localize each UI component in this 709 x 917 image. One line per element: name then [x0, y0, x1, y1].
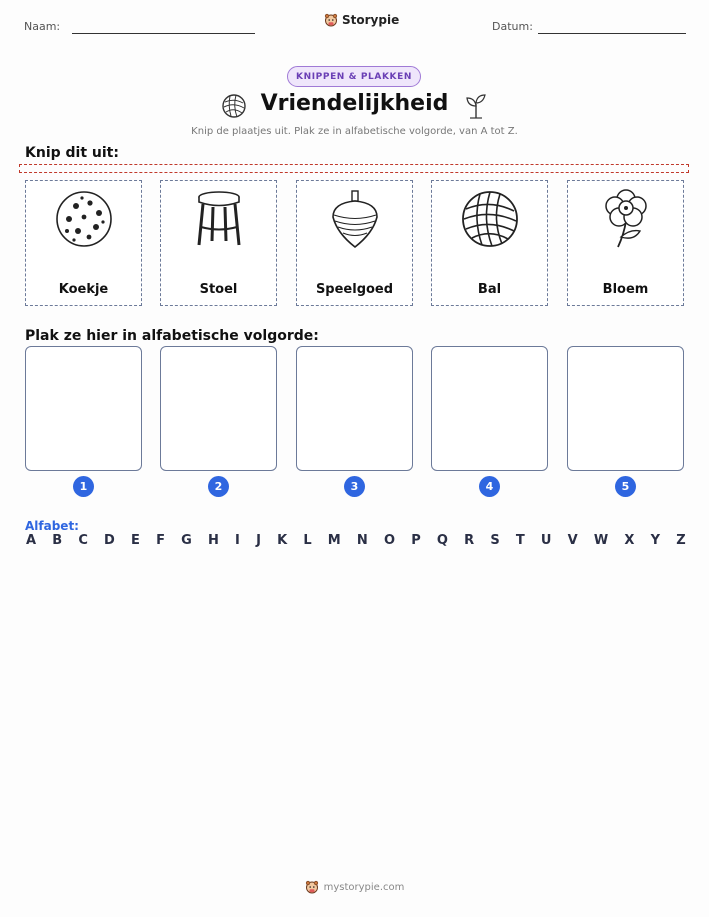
date-line[interactable]: [538, 33, 686, 34]
alphabet-letter: G: [181, 533, 192, 548]
number-badge: 4: [479, 476, 500, 497]
alphabet-letter: E: [131, 533, 140, 548]
storypie-mascot-icon: [324, 13, 338, 27]
alphabet-letter: Q: [436, 533, 448, 548]
flower-icon: [596, 189, 656, 249]
cut-card-stoel[interactable]: [160, 180, 277, 306]
cut-card-bal[interactable]: [431, 180, 548, 306]
alphabet-letter: L: [303, 533, 312, 548]
cut-card-speelgoed[interactable]: [296, 180, 413, 306]
alphabet-letter: N: [356, 533, 368, 548]
alphabet-letter: F: [156, 533, 165, 548]
cut-card-label: Speelgoed: [315, 282, 394, 297]
cut-card-bloem[interactable]: [567, 180, 684, 306]
alphabet-letter: W: [593, 533, 609, 548]
alphabet-letter: X: [624, 533, 635, 548]
alphabet-letter: V: [567, 533, 578, 548]
paste-box-3[interactable]: [296, 346, 413, 471]
alphabet-heading: Alfabet:: [25, 519, 79, 533]
alphabet-letter: R: [464, 533, 475, 548]
spinning-top-icon: [325, 189, 385, 249]
paste-box-5[interactable]: [567, 346, 684, 471]
number-badge: 3: [344, 476, 365, 497]
alphabet-letter: D: [104, 533, 115, 548]
number-badge: 5: [615, 476, 636, 497]
cut-card-label: Bal: [477, 282, 502, 297]
cut-card-label: Koekje: [58, 282, 109, 297]
alphabet-letter: C: [78, 533, 88, 548]
stool-icon: [189, 189, 249, 249]
number-badge: 1: [73, 476, 94, 497]
instructions: Knip de plaatjes uit. Plak ze in alfabetische volgorde, van A tot Z.: [191, 126, 518, 137]
alphabet-letter: A: [26, 533, 37, 548]
brand-name: Storypie: [342, 13, 400, 27]
alphabet-letter: I: [235, 533, 240, 548]
paste-box-4[interactable]: [431, 346, 548, 471]
cookie-icon: [54, 189, 114, 249]
storypie-mascot-icon: [305, 880, 319, 894]
alphabet-letter: K: [277, 533, 288, 548]
sprout-icon: [463, 92, 489, 120]
brand-logo: [324, 13, 399, 27]
cut-heading: Knip dit uit:: [25, 145, 119, 161]
paste-heading: Plak ze hier in alfabetische volgorde:: [25, 328, 319, 344]
alphabet-letter: J: [256, 533, 261, 548]
alphabet-letter: H: [207, 533, 219, 548]
alphabet-letter: P: [411, 533, 421, 548]
footer: [0, 880, 709, 894]
cut-line: [19, 164, 689, 173]
activity-badge: KNIPPEN & PLAKKEN: [287, 66, 421, 87]
page-title: Vriendelijkheid: [260, 91, 449, 116]
number-badge: 2: [208, 476, 229, 497]
alphabet-letter: U: [540, 533, 552, 548]
alphabet-letter: B: [52, 533, 63, 548]
alphabet-letter: Y: [650, 533, 661, 548]
alphabet-letter: S: [490, 533, 500, 548]
alphabet-letter: O: [383, 533, 396, 548]
cut-card-label: Stoel: [199, 282, 238, 297]
footer-url[interactable]: mystorypie.com: [323, 881, 405, 893]
alphabet-letter: Z: [676, 533, 686, 548]
paste-box-2[interactable]: [160, 346, 277, 471]
name-line[interactable]: [72, 33, 255, 34]
alphabet-row: [26, 533, 686, 548]
paste-box-1[interactable]: [25, 346, 142, 471]
alphabet-letter: T: [515, 533, 525, 548]
cut-card-label: Bloem: [602, 282, 649, 297]
cut-card-koekje[interactable]: [25, 180, 142, 306]
date-label: Datum:: [492, 20, 533, 33]
alphabet-letter: M: [327, 533, 341, 548]
name-label: Naam:: [24, 20, 61, 33]
yarn-ball-icon: [460, 189, 520, 249]
